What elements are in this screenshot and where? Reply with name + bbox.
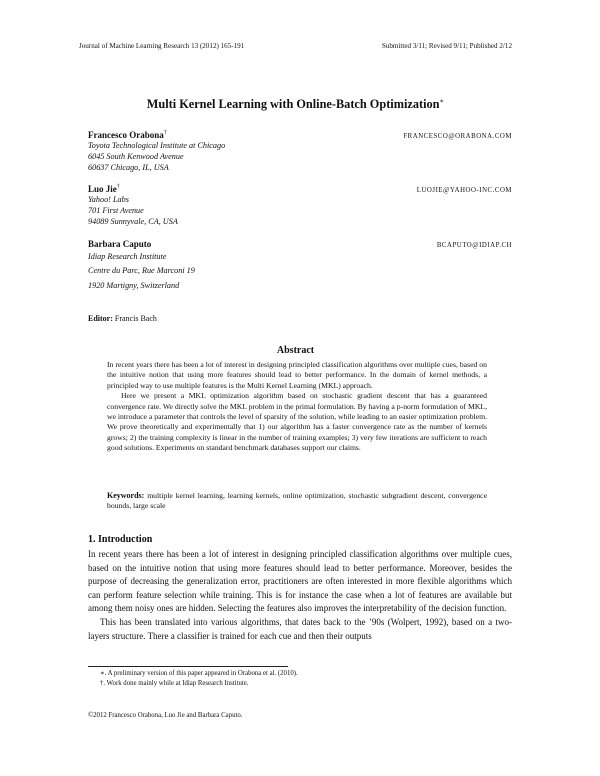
body-paragraph: In recent years there has been a lot of interest in designing principled classification algorithms over multiple cues, based on the intuitive notion that using more features should lead to better performance. Moreover, besides the purpose of decreasing the generalization error, practitioners are often interested in more flexible algorithms which can perform feature selection while training. This is for instance the case when a lot of features are available but among them noisy ones are hidden. Selecting the features also improves the interpretability of the decision function. bbox=[88, 549, 512, 614]
footnote-rule bbox=[88, 666, 288, 667]
body-paragraph: This has been translated into various algorithms, that dates back to the ’90s (Wolpert, 1992), based on a two-layers structure. There a classifier is trained for each cue and then their outputs bbox=[88, 616, 512, 641]
author-block bbox=[88, 184, 512, 227]
keywords-text: multiple kernel learning, learning kernels, online optimization, stochastic subgradient descent, convergence bounds, large scale bbox=[107, 491, 487, 511]
author-footnote-mark: † bbox=[163, 130, 167, 136]
journal-citation: Journal of Machine Learning Research 13 (2012) 165-191 bbox=[79, 42, 245, 50]
keywords bbox=[107, 491, 487, 512]
footnotes bbox=[100, 669, 298, 689]
footnote: †. Work done mainly while at Idiap Research Institute. bbox=[100, 680, 249, 687]
submission-dates: Submitted 3/11; Revised 9/11; Published 2/12 bbox=[381, 42, 512, 50]
author-email[interactable]: BCAPUTO@IDIAP.CH bbox=[436, 242, 512, 249]
abstract-body bbox=[107, 360, 487, 454]
author-block bbox=[88, 239, 512, 293]
introduction-body bbox=[88, 548, 512, 643]
editor-label: Editor: bbox=[88, 314, 113, 323]
keywords-label: Keywords: bbox=[107, 491, 145, 500]
paper-title-text: Multi Kernel Learning with Online-Batch Optimization bbox=[146, 97, 440, 112]
paper-title bbox=[79, 97, 512, 112]
editor-name: Francis Bach bbox=[114, 314, 157, 323]
abstract-heading: Abstract bbox=[276, 345, 315, 356]
section-heading: 1. Introduction bbox=[88, 534, 153, 545]
author-affiliation: Yahoo! Labs 701 First Avenue 94089 Sunnyvale, CA, USA bbox=[88, 195, 178, 226]
author-name: Francesco Orabona† bbox=[88, 130, 167, 140]
copyright-notice: ©2012 Francesco Orabona, Luo Jie and Barbara Caputo. bbox=[88, 712, 243, 719]
editor-line bbox=[88, 314, 157, 323]
author-affiliation: Toyota Technological Institute at Chicago 6045 South Kenwood Avenue 60637 Chicago, IL, USA bbox=[88, 141, 226, 172]
author-footnote-mark: † bbox=[116, 184, 120, 190]
author-email[interactable]: LUOJIE@YAHOO-INC.COM bbox=[416, 187, 512, 194]
running-header bbox=[79, 42, 512, 50]
author-name: Barbara Caputo bbox=[88, 239, 152, 249]
footnote: ∗. A preliminary version of this paper appeared in Orabona et al. (2010). bbox=[100, 670, 298, 677]
author-block bbox=[88, 130, 512, 173]
abstract-paragraph: Here we present a MKL optimization algorithm based on stochastic gradient descent that has a guaranteed convergence rate. We directly solve the MKL problem in the primal formulation. By having a p-norm formulation of MKL, we introduce a parameter that controls the level of sparsity of the solution, while leading to an easier optimization problem. We prove theoretically and experimentally that 1) our algorithm has a faster convergence rate as the number of kernels grows; 2) the training complexity is linear in the number of training examples; 3) very few iterations are sufficient to reach good solutions. Experiments on standard benchmark databases support our claims. bbox=[107, 391, 487, 453]
author-affiliation: Idiap Research Institute Centre du Parc, Rue Marconi 19 1920 Martigny, Switzerland bbox=[88, 251, 195, 290]
abstract-paragraph: In recent years there has been a lot of interest in designing principled classification algorithms over multiple cues, based on the intuitive notion that using more features should lead to better performance. In the domain of kernel methods, a principled way to use multiple features is the Multi Kernel Learning (MKL) approach. bbox=[107, 360, 487, 390]
author-name: Luo Jie† bbox=[88, 184, 120, 194]
title-footnote-mark: ∗ bbox=[439, 97, 445, 105]
author-email[interactable]: FRANCESCO@ORABONA.COM bbox=[403, 133, 512, 140]
